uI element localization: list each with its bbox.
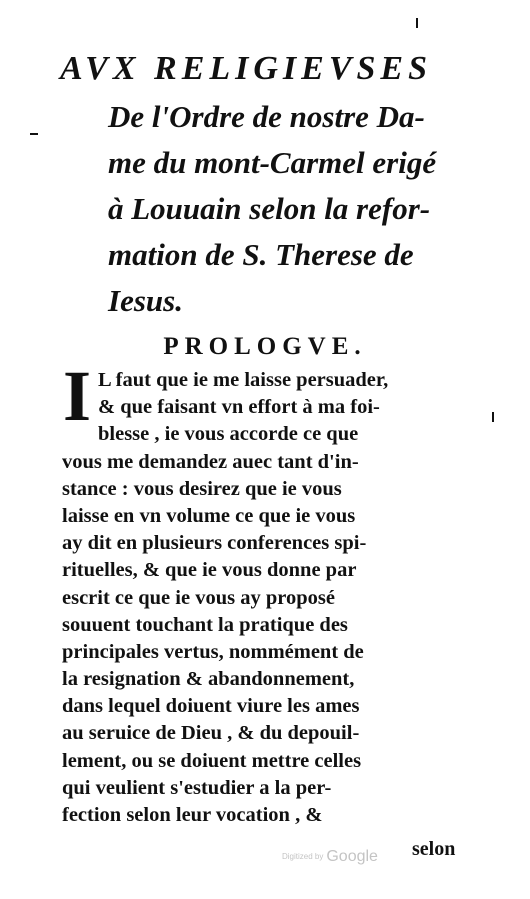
text-line: la resignation & abandonnement, <box>62 668 355 691</box>
text-line: lement, ou se doiuent mettre celles <box>62 749 362 772</box>
dedication-line: Iesus. <box>108 283 183 318</box>
print-speck <box>416 18 418 28</box>
text-line: principales vertus, nommément de <box>62 640 364 663</box>
dedication-line: De l'Ordre de nostre Da- <box>108 99 425 134</box>
text-line: stance : vous desirez que ie vous <box>62 477 342 500</box>
dedication-title: AVX RELIGIEVSES <box>60 50 433 87</box>
watermark-logo: Google <box>326 848 378 865</box>
text-line: blesse , ie vous accorde ce que <box>98 423 359 446</box>
dedication-line: mation de S. Therese de <box>108 237 414 272</box>
margin-mark <box>492 412 494 422</box>
text-line: ay dit en plusieurs conferences spi- <box>62 532 367 555</box>
dedication-line: me du mont-Carmel erigé <box>108 145 437 180</box>
margin-mark <box>30 133 38 135</box>
text-line: rituelles, & que ie vous donne par <box>62 559 357 582</box>
text-line: laisse en vn volume ce que ie vous <box>62 504 356 527</box>
text-line: fection selon leur vocation , & <box>62 804 323 826</box>
text-line: L faut que ie me laisse persuader, <box>98 369 389 391</box>
text-line: escrit ce que ie vous ay proposé <box>62 586 335 609</box>
drop-cap: I <box>63 356 92 436</box>
text-line: vous me demandez auec tant d'in- <box>62 450 359 473</box>
catchword: selon <box>412 838 456 860</box>
dedication-text <box>108 94 488 324</box>
prologue-body <box>62 356 482 829</box>
digitization-watermark <box>282 848 378 866</box>
dedication-line: à Louuain selon la refor- <box>108 191 431 226</box>
text-line: & que faisant vn effort à ma foi- <box>98 396 380 419</box>
text-line: qui veulient s'estudier a la per- <box>62 776 332 799</box>
text-line: au seruice de Dieu , & du depouil- <box>62 722 360 745</box>
text-line: dans lequel doiuent viure les ames <box>62 695 360 718</box>
page-footer <box>272 838 492 872</box>
watermark-prefix: Digitized by <box>282 852 324 862</box>
prologue-heading: PROLOGVE. <box>163 333 367 360</box>
text-line: souuent touchant la pratique des <box>62 613 348 636</box>
